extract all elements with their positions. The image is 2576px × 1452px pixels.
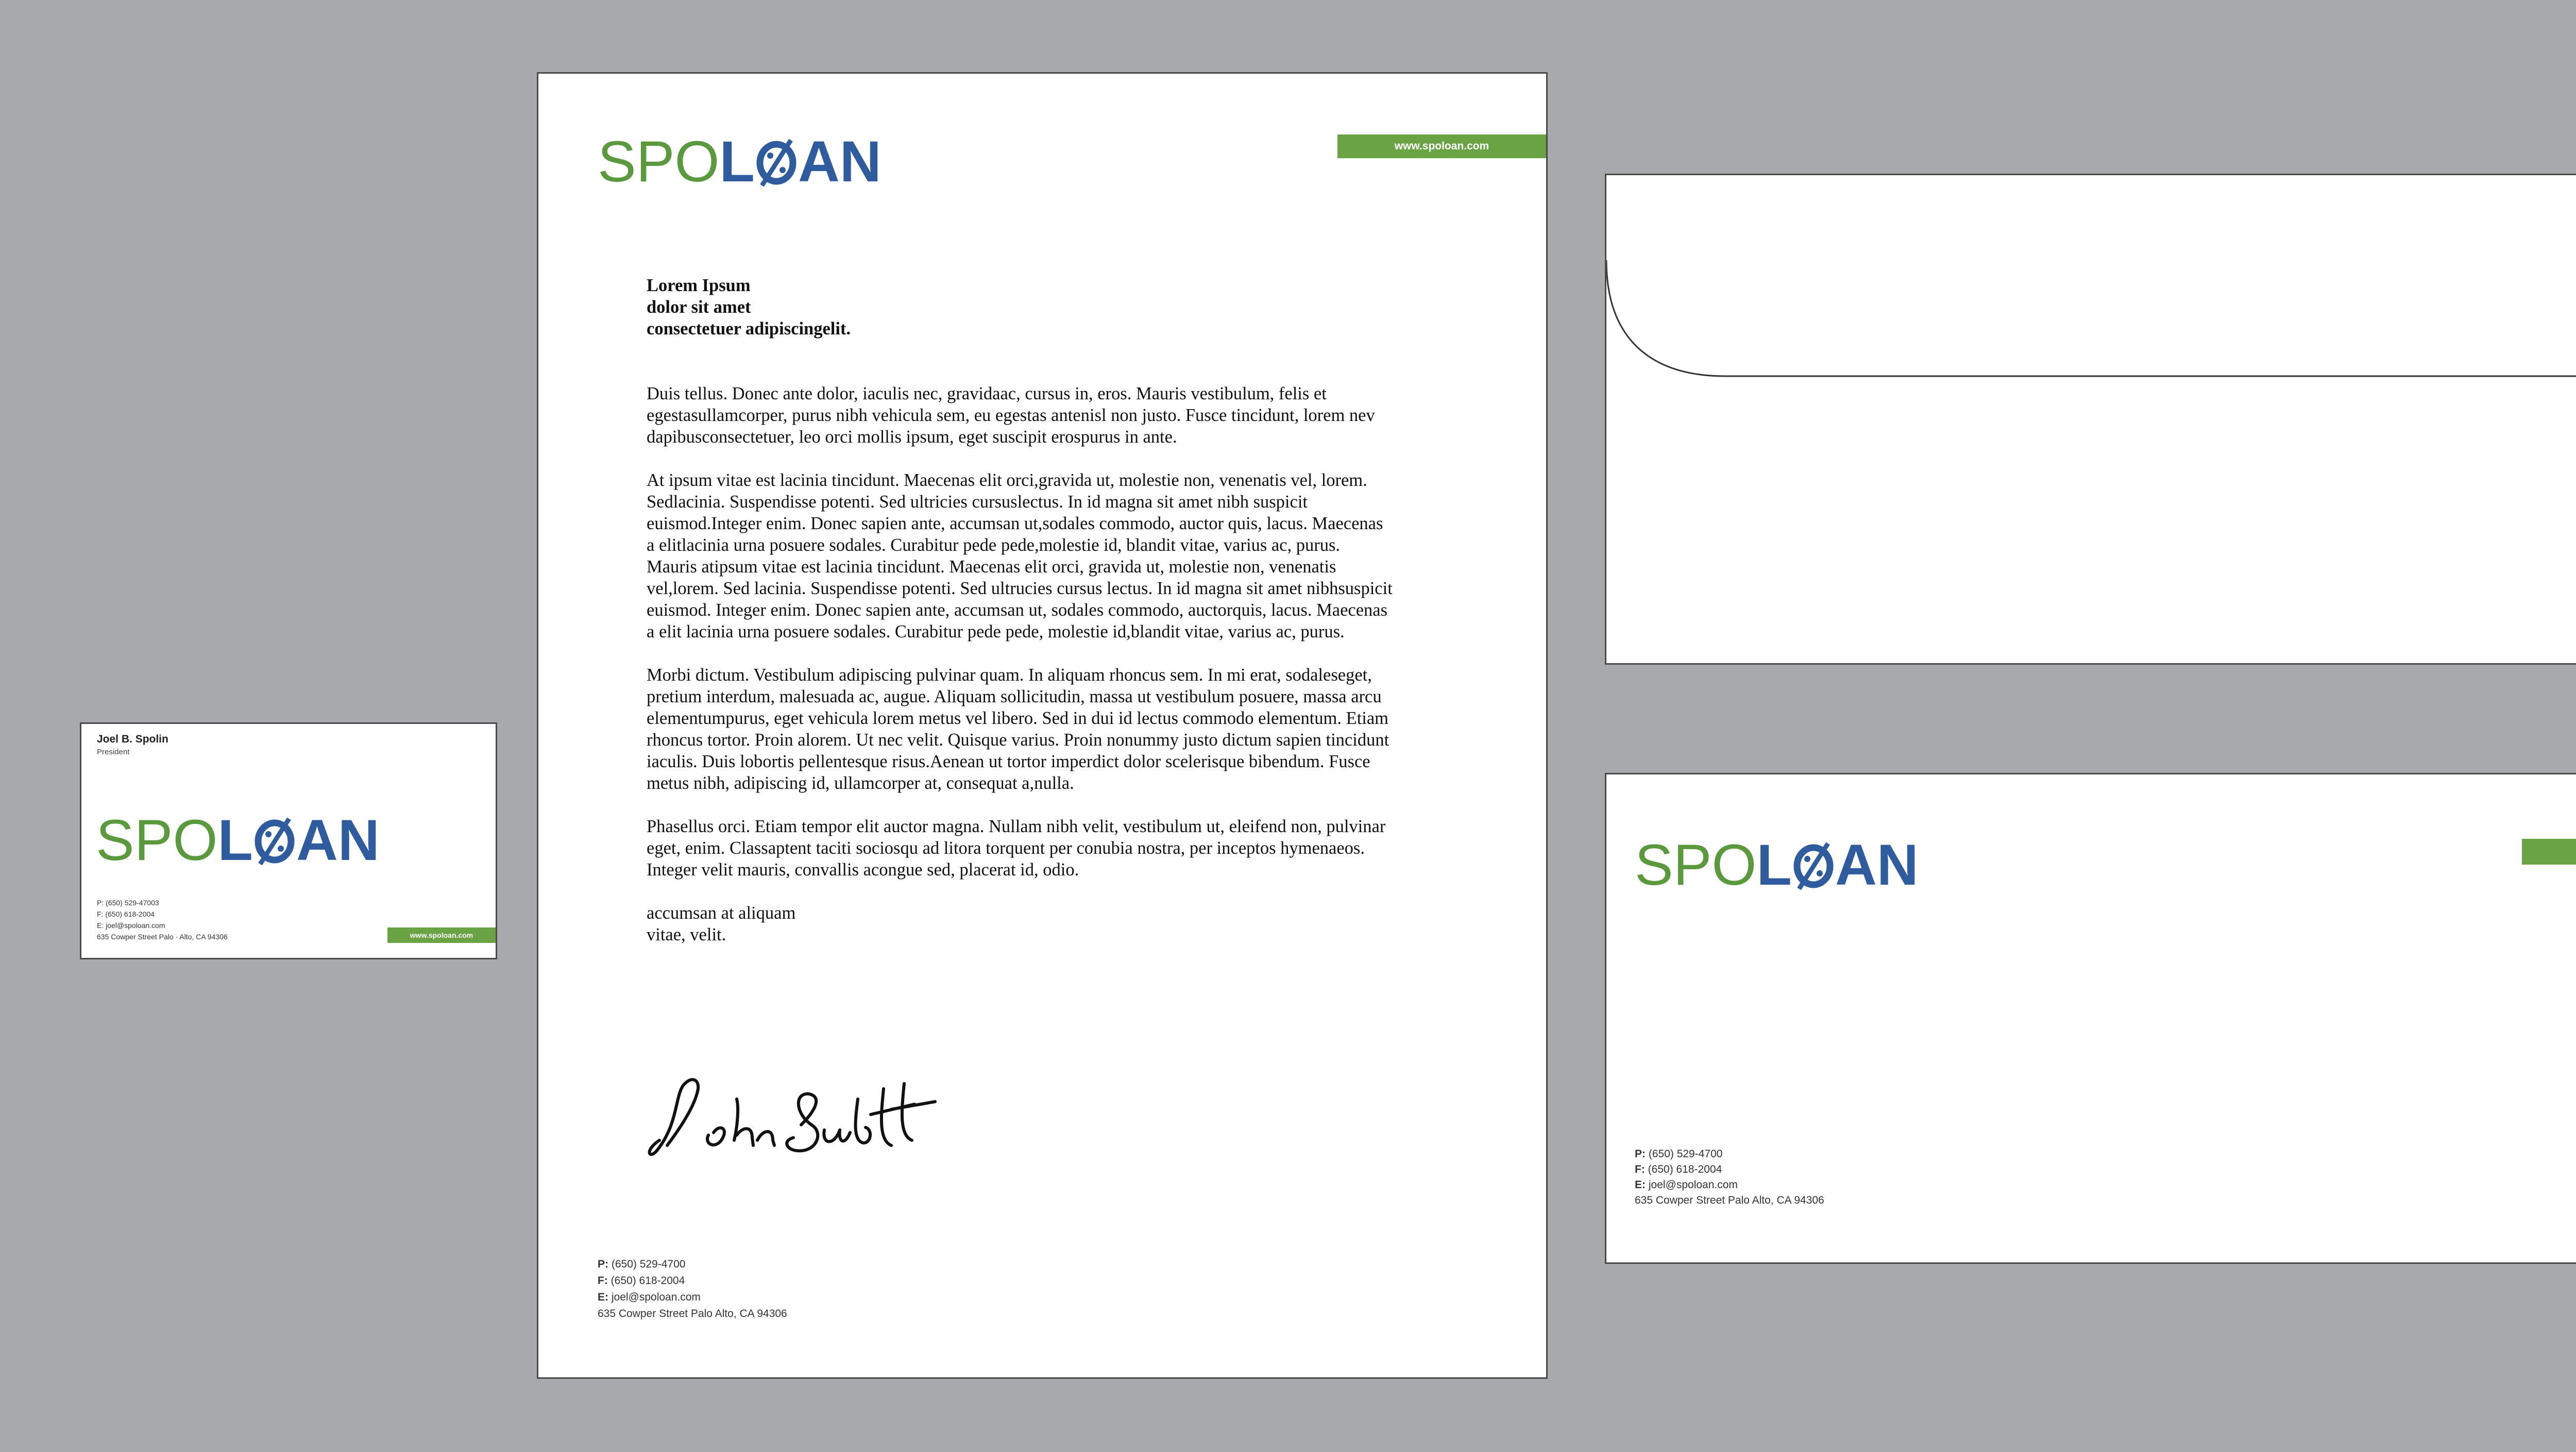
card-contact (97, 897, 228, 942)
letter-closing (647, 902, 1394, 946)
phone-label: P: (598, 1258, 608, 1270)
heading-line: consectetuer adipiscingelit. (647, 319, 851, 339)
letter-body (647, 275, 1394, 946)
contact-fax (598, 1273, 787, 1289)
logo-an: AN (296, 808, 380, 872)
card-fax: F: (650) 618-2004 (97, 910, 155, 918)
card-address: 635 Cowper Street Palo · Alto, CA 94306 (97, 933, 228, 941)
letter-paragraph: Duis tellus. Donec ante dolor, iaculis nec, gravidaac, cursus in, eros. Mauris vestibulum, felis et egestasullamcorper, purus nibh vehicula sem, eu egestas antenisl non justo. Fusce tincidunt, lorem nev dapibusconsectetuer, leo orci mollis ipsum, eget suscipit erospurus in ante. (647, 384, 1375, 447)
envelope-contact (1635, 1146, 1824, 1208)
logo-l: L (719, 129, 755, 194)
logo-loan (1756, 833, 1919, 897)
letter-paragraph: Morbi dictum. Vestibulum adipiscing pulvinar quam. In aliquam rhoncus sem. In mi erat, sodaleseget, pretium interdum, malesuada ac, augue. Aliquam sollicitudin, massa ut vestibulum posuere, massa arcu elementumpurus, eget vehicula lorem metus vel libero. Sed in dui id lectus commodo elementum. Etiam rhoncus tortor. Proin alorem. Ut nec velit. Quisque varius. Proin nonummy justo dictum sapien tincidunt iaculis. Duis lobortis pellentesque risus.Aenean ut tortor imperdict dolor scelerisque bibendum. Fusce metus nibh, adipiscing id, ullamcorper at, consequat a,nulla. (647, 665, 1389, 793)
card-logo (96, 808, 380, 872)
envelope-logo (1635, 833, 1919, 897)
email-value: joel@spoloan.com (1648, 1179, 1738, 1191)
heading-line: dolor sit amet (647, 297, 751, 317)
contact-phone (1635, 1146, 1824, 1162)
letter-paragraph: At ipsum vitae est lacinia tincidunt. Maecenas elit orci,gravida ut, molestie non, venenatis vel, lorem. Sedlacinia. Suspendisse potenti. Sed ultricies cursuslectus. In id magna sit amet nibh suspicit euismod.Integer enim. Donec sapien ante, accumsan ut,sodales commodo, auctor quis, lacus. Maecenas a elitlacinia urna posuere sodales. Curabitur pede pede,molestie id, blandit vitae, varius ac, purus. Mauris atipsum vitae est lacinia tincidunt. Maecenas elit orci, gravida ut, molestie non, venenatis vel,lorem. Sed lacinia. Suspendisse potenti. Sed ultrucies cursus lectus. In id magna sit amet nibhsuspicit euismod. Integer enim. Donec sapien ante, accumsan ut, sodales commodo, auctorquis, lacus. Maecenas a elit lacinia urna posuere sodales. Curabitur pede pede, molestie id,blandit vitae, varius ac, purus. (647, 470, 1393, 641)
fax-label: F: (598, 1275, 608, 1287)
envelope-back (1605, 174, 2576, 665)
logo-an: AN (798, 129, 882, 194)
logo-l: L (217, 808, 253, 872)
card-name: Joel B. Spolin (97, 733, 168, 745)
envelope-front (1605, 773, 2576, 1264)
fax-value: (650) 618-2004 (611, 1275, 685, 1287)
contact-address: 635 Cowper Street Palo Alto, CA 94306 (598, 1308, 787, 1320)
fax-label: F: (1635, 1163, 1645, 1175)
contact-phone (598, 1256, 787, 1273)
envelope-url-bar (2522, 839, 2576, 865)
percent-o-icon (253, 816, 296, 865)
closing-line: vitae, velit. (647, 925, 726, 944)
letterhead (537, 72, 1548, 1379)
business-card (80, 722, 497, 959)
letterhead-url-bar: www.spoloan.com (1337, 134, 1546, 158)
logo-spo: SPO (1635, 833, 1757, 897)
heading-line: Lorem Ipsum (647, 276, 751, 295)
phone-value: (650) 529-4700 (611, 1258, 686, 1270)
letter-paragraph: Phasellus orci. Etiam tempor elit auctor magna. Nullam nibh velit, vestibulum ut, eleifend non, pulvinar eget, enim. Classaptent taciti sociosqu ad litora torquent per conubia nostra, per inceptos hymenaeos. Integer velit mauris, convallis acongue sed, placerat id, odio. (647, 817, 1386, 880)
percent-o-icon (1792, 840, 1835, 890)
letterhead-contact (598, 1256, 787, 1322)
card-title: President (97, 748, 130, 756)
closing-line: accumsan at aliquam (647, 903, 796, 923)
contact-fax (1635, 1162, 1824, 1177)
fax-value: (650) 618-2004 (1648, 1163, 1722, 1175)
contact-email (598, 1289, 787, 1306)
contact-email (1635, 1177, 1824, 1193)
logo-loan (719, 129, 882, 194)
phone-label: P: (1635, 1148, 1646, 1160)
logo-an: AN (1835, 833, 1919, 897)
logo-spo: SPO (96, 808, 218, 872)
signature (647, 1068, 966, 1171)
phone-value: (650) 529-4700 (1648, 1148, 1723, 1160)
card-url-bar: www.spoloan.com (387, 927, 496, 943)
letter-heading (647, 275, 1394, 340)
card-phone: P: (650) 529-47003 (97, 899, 159, 907)
card-email: E: joel@spoloan.com (97, 921, 165, 930)
email-label: E: (1635, 1179, 1646, 1191)
letterhead-logo (598, 129, 882, 194)
email-label: E: (598, 1291, 608, 1303)
percent-o-icon (755, 137, 798, 187)
envelope-flap (1606, 175, 2576, 381)
logo-spo: SPO (598, 129, 720, 194)
email-value: joel@spoloan.com (611, 1291, 701, 1303)
logo-l: L (1756, 833, 1792, 897)
logo-loan (217, 808, 380, 872)
contact-address: 635 Cowper Street Palo Alto, CA 94306 (1635, 1194, 1824, 1206)
